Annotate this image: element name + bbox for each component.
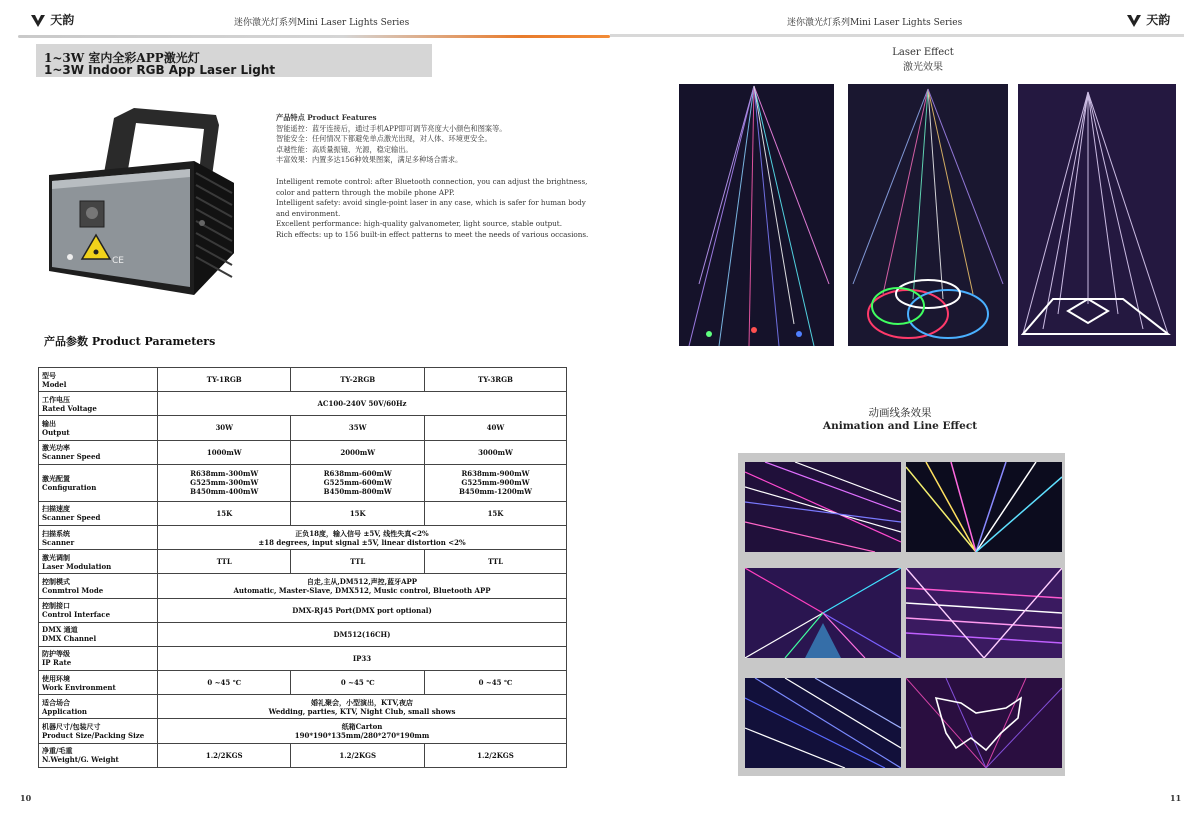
spec-value: R638mm-900mW G525mm-900mW B450mm-1200mW <box>424 464 566 501</box>
feature-en: Rich effects: up to 156 built-in effect patterns to meet the needs of various occasions. <box>276 229 589 239</box>
spec-label-cn: 防护等级 <box>42 649 70 659</box>
spec-label-en: Scanner Speed <box>42 513 101 523</box>
spec-row <box>39 695 567 719</box>
spec-value: 3000mW <box>424 440 566 464</box>
animation-photo <box>906 568 1062 658</box>
spec-row <box>39 525 567 549</box>
spec-row <box>39 622 567 646</box>
spec-label-cn: 扫描速度 <box>42 504 70 514</box>
spec-label <box>39 416 158 440</box>
product-title-en: 1~3W Indoor RGB App Laser Light <box>44 63 276 77</box>
product-title-cn: 1~3W 室内全彩APP激光灯 <box>44 51 200 65</box>
spec-label <box>39 525 158 549</box>
animation-effect-title-cn: 动画线条效果 <box>868 407 932 419</box>
spec-row <box>39 671 567 695</box>
spec-label-en: Application <box>42 706 87 716</box>
animation-photo <box>906 678 1062 768</box>
feature-cn: 智能遥控：蓝牙连接后，通过手机APP即可调节亮度大小颜色和图案等。 <box>276 123 507 133</box>
spec-label-cn: 机器尺寸/包装尺寸 <box>42 722 101 732</box>
spec-value: R638mm-300mW G525mm-300mW B450mm-400mW <box>158 464 291 501</box>
laser-effect-title <box>853 47 993 73</box>
spec-row <box>39 440 567 464</box>
spec-value: TY-1RGB <box>158 368 291 392</box>
spec-value: R638mm-600mW G525mm-600mW B450mm-800mW <box>291 464 424 501</box>
spec-table <box>38 367 567 768</box>
spec-label-cn: 工作电压 <box>42 394 70 404</box>
series-title-left: 迷你激光灯系列Mini Laser Lights Series <box>234 18 410 28</box>
spec-value: TTL <box>424 550 566 574</box>
spec-label-en: Output <box>42 427 70 437</box>
spec-label-cn: 适合场合 <box>42 697 70 707</box>
spec-value: 15K <box>424 501 566 525</box>
brand-logo-right <box>1126 11 1170 28</box>
spec-label <box>39 550 158 574</box>
logo-text: 天韵 <box>50 13 75 27</box>
spec-label-cn: 激光调制 <box>42 552 70 562</box>
spec-label <box>39 464 158 501</box>
header-rule-left <box>18 35 610 38</box>
product-features <box>276 113 596 241</box>
animation-photo <box>745 568 901 658</box>
spec-label-cn: 激光配置 <box>42 473 70 483</box>
spec-row <box>39 416 567 440</box>
spec-label-en: Scanner Speed <box>42 452 101 462</box>
spec-label-cn: 净重/毛重 <box>42 746 73 756</box>
spec-label <box>39 671 158 695</box>
features-heading: 产品特点 Product Features <box>276 113 377 122</box>
product-title-box <box>36 44 432 77</box>
brand-logo-left <box>30 11 74 28</box>
spec-label <box>39 695 158 719</box>
header-rule-right <box>610 34 1184 37</box>
spec-value: TTL <box>291 550 424 574</box>
series-title-right: 迷你激光灯系列Mini Laser Lights Series <box>787 18 963 28</box>
spec-label-cn: 输出 <box>42 418 56 428</box>
laser-effect-photo <box>848 84 1008 346</box>
animation-effect-title <box>820 405 980 432</box>
spec-row <box>39 598 567 622</box>
spec-row <box>39 646 567 670</box>
spec-label-cn: 使用环境 <box>42 673 70 683</box>
spec-label <box>39 719 158 743</box>
spec-label-en: Work Environment <box>42 682 116 692</box>
page-number-left: 10 <box>20 793 32 803</box>
feature-cn: 智能安全：任何情况下都避免单点激光出现，对人体、环境更安全。 <box>276 134 492 144</box>
spec-label-en: Model <box>42 379 67 389</box>
spec-value: 40W <box>424 416 566 440</box>
spec-value: 0 ~45 ℃ <box>158 671 291 695</box>
spec-value: 自走,主从,DM512,声控,蓝牙APP Automatic, Master-Slave, DMX512, Music control, Bluetooth APP <box>158 574 567 598</box>
laser-effect-photo <box>1018 84 1176 346</box>
spec-label-en: Laser Modulation <box>42 561 112 571</box>
spec-value: 1.2/2KGS <box>291 743 424 767</box>
spec-row <box>39 719 567 743</box>
spec-value: 正负18度，输入信号 ±5V, 线性失真<2% ±18 degrees, input signal ±5V, linear distortion <2% <box>158 525 567 549</box>
spec-label <box>39 646 158 670</box>
spec-value: 0 ~45 ℃ <box>424 671 566 695</box>
spec-label <box>39 368 158 392</box>
spec-value: TY-2RGB <box>291 368 424 392</box>
spec-label-cn: 控制接口 <box>42 601 70 611</box>
feature-en: Excellent performance: high-quality galvanometer, light source, stable output. <box>276 219 562 229</box>
animation-photo <box>745 462 901 552</box>
spec-label <box>39 574 158 598</box>
laser-effect-title-cn: 激光效果 <box>903 62 943 73</box>
spec-label <box>39 501 158 525</box>
spec-value: 35W <box>291 416 424 440</box>
spec-value: 15K <box>158 501 291 525</box>
spec-value: 30W <box>158 416 291 440</box>
spec-value: 1.2/2KGS <box>424 743 566 767</box>
feature-cn: 卓越性能：高质量振镜、光源，稳定输出。 <box>276 144 413 154</box>
spec-label <box>39 622 158 646</box>
spec-value: DM512(16CH) <box>158 622 567 646</box>
animation-photo <box>745 678 901 768</box>
spec-value: 15K <box>291 501 424 525</box>
spec-row <box>39 550 567 574</box>
spec-value: IP33 <box>158 646 567 670</box>
spec-value: 2000mW <box>291 440 424 464</box>
spec-value: 1.2/2KGS <box>158 743 291 767</box>
brand-mark-icon <box>1126 14 1142 28</box>
spec-label <box>39 598 158 622</box>
laser-effect-photo <box>679 84 834 346</box>
spec-label-en: Product Size/Packing Size <box>42 731 145 741</box>
spec-row <box>39 501 567 525</box>
spec-row <box>39 392 567 416</box>
spec-label <box>39 440 158 464</box>
spec-label-en: Scanner <box>42 537 75 547</box>
feature-en: Intelligent safety: avoid single-point laser in any case, which is safer for human body and environment. <box>276 198 586 218</box>
page-number-right: 11 <box>1170 793 1182 803</box>
spec-value: TTL <box>158 550 291 574</box>
params-title: 产品参数 Product Parameters <box>44 335 216 348</box>
spec-row <box>39 464 567 501</box>
spec-label-cn: 控制模式 <box>42 576 70 586</box>
spec-label-en: Control Interface <box>42 610 111 620</box>
spec-label-en: Conmtrol Mode <box>42 585 104 595</box>
spec-label-cn: 激光功率 <box>42 443 70 453</box>
spec-label-en: Rated Voltage <box>42 403 97 413</box>
spec-value: 婚礼聚会，小型演出，KTV,夜店 Wedding, parties, KTV, Night Club, small shows <box>158 695 567 719</box>
logo-text: 天韵 <box>1146 13 1171 27</box>
spec-label-en: IP Rate <box>42 658 72 668</box>
spec-label-cn: 扫描系统 <box>42 528 70 538</box>
spec-label <box>39 743 158 767</box>
feature-cn: 丰富效果：内置多达156种效果图案，满足多种场合需求。 <box>276 155 463 165</box>
spec-value: AC100-240V 50V/60Hz <box>158 392 567 416</box>
spec-label-cn: 型号 <box>42 370 56 380</box>
spec-label-en: Configuration <box>42 482 97 492</box>
animation-photo <box>906 462 1062 552</box>
spec-row <box>39 368 567 392</box>
spec-value: DMX-RJ45 Port(DMX port optional) <box>158 598 567 622</box>
spec-label-cn: DMX 通道 <box>42 625 78 635</box>
product-photo <box>44 103 240 299</box>
spec-row <box>39 743 567 767</box>
spec-label <box>39 392 158 416</box>
spec-value: 1000mW <box>158 440 291 464</box>
laser-effect-title-en: Laser Effect <box>892 47 954 58</box>
spec-label-en: DMX Channel <box>42 634 97 644</box>
feature-en: Intelligent remote control: after Bluetooth connection, you can adjust the brightness, color and pattern through the mobile phone APP. <box>276 176 588 197</box>
spec-value: TY-3RGB <box>424 368 566 392</box>
animation-effect-title-en: Animation and Line Effect <box>822 420 978 432</box>
brand-mark-icon <box>30 14 46 28</box>
spec-label-en: N.Weight/G. Weight <box>42 755 119 765</box>
spec-row <box>39 574 567 598</box>
spec-value: 纸箱Carton 190*190*135mm/280*270*190mm <box>158 719 567 743</box>
svg-text:CE: CE <box>112 256 124 266</box>
spec-value: 0 ~45 ℃ <box>291 671 424 695</box>
